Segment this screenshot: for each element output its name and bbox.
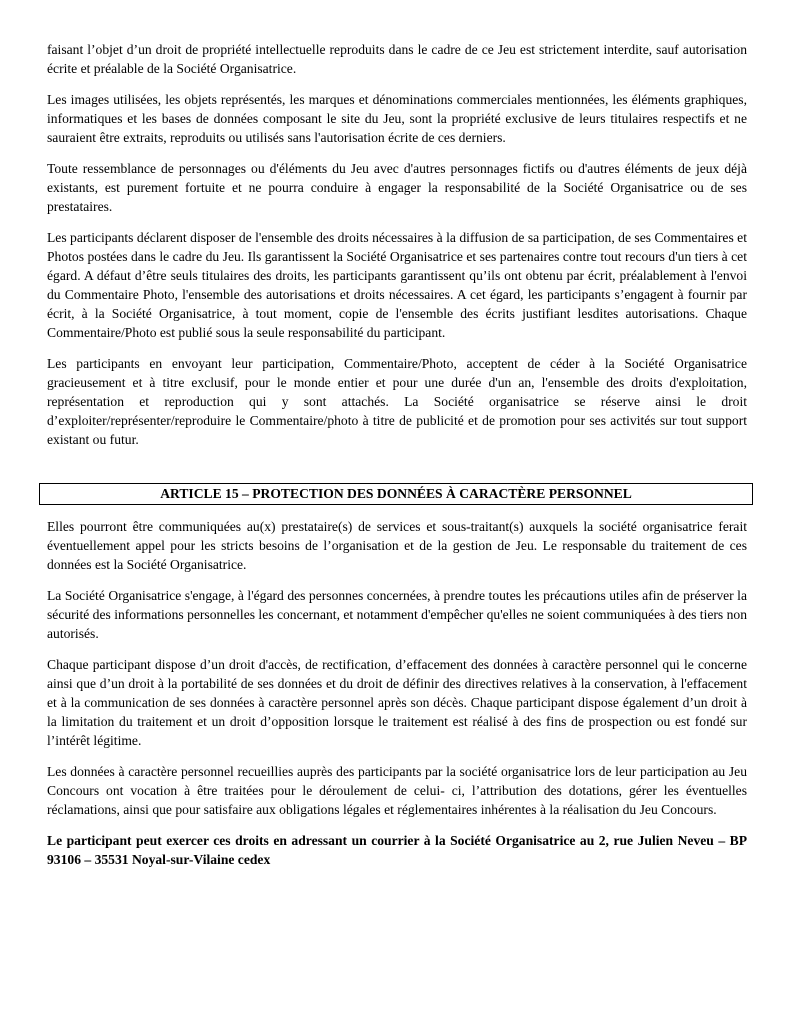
paragraph-data-processing: Les données à caractère personnel recueillies auprès des participants par la société organisatrice lors de leur participation au Jeu Concours ont vocation à être traitées pour le déroulement de celui- ci, l’attribution des dotations, gérer les éventuelles réclamations, ainsi que pour satisfaire aux obligations légales et réglementaires inhérentes à la réalisation du Jeu Concours.	[47, 764, 747, 817]
paragraph-intellectual-property: faisant l’objet d’un droit de propriété intellectuelle reproduits dans le cadre de ce Jeu est strictement interdite, sauf autorisation écrite et préalable de la Société Organisatrice.	[47, 42, 747, 76]
paragraph-contact-address: Le participant peut exercer ces droits en adressant un courrier à la Société Organisatrice au 2, rue Julien Neveu – BP 93106 – 35531 Noyal-sur-Vilaine cedex	[47, 833, 747, 867]
paragraph-participant-rights: Les participants déclarent disposer de l'ensemble des droits nécessaires à la diffusion de sa participation, de ses Commentaires et Photos postées dans le cadre du Jeu. Ils garantissent la Société Organisatrice et ses partenaires contre tout recours d'un tiers à cet égard. A défaut d’être seuls titulaires des droits, les participants garantissent qu’ils ont obtenu par écrit, préalablement à l'envoi du Commentaire Photo, l'ensemble des autorisations et droits nécessaires. A cet égard, les participants s’engagent à fournir par écrit, à la Société Organisatrice, à tout moment, copie de l'ensemble des écrits justifiant lesdites autorisations. Chaque Commentaire/Photo est publié sous la seule responsabilité du participant.	[47, 230, 747, 340]
paragraph-images-ownership: Les images utilisées, les objets représentés, les marques et dénominations commerciales mentionnées, les éléments graphiques, informatiques et les bases de données composant le site du Jeu, sont la propriété exclusive de leurs titulaires respectifs et ne sauraient être extraits, reproduits ou utilisés sans l'autorisation écrite de ces derniers.	[47, 92, 747, 145]
paragraph-resemblance: Toute ressemblance de personnages ou d'éléments du Jeu avec d'autres personnages fictifs ou d'autres éléments de jeux déjà existants, est purement fortuite et ne pourra conduire à engager la responsabilité de la Société Organisatrice ou de ses prestataires.	[47, 161, 747, 214]
paragraph-data-security: La Société Organisatrice s'engage, à l'égard des personnes concernées, à prendre toutes les précautions utiles afin de préserver la sécurité des informations personnelles les concernant, et notamment d'empêcher qu'elles ne soient communiquées à des tiers non autorisés.	[47, 588, 747, 641]
paragraph-rights-transfer: Les participants en envoyant leur participation, Commentaire/Photo, acceptent de céder à la Société Organisatrice gracieusement et à titre exclusif, pour le monde entier et pour une durée d'un an, l'ensemble des droits d'exploitation, représentation et reproduction qui y sont attachés. La Société organisatrice se réserve ainsi le droit d’exploiter/représenter/reproduire le Commentaire/photo à titre de publicité et de promotion pour ses activités sur tout support existant ou futur.	[47, 356, 747, 447]
document-page	[47, 40, 747, 869]
paragraph-data-sharing: Elles pourront être communiquées au(x) prestataire(s) de services et sous-traitant(s) auxquels la société organisatrice ferait éventuellement appel pour les stricts besoins de l’organisation et de la gestion de Jeu. Le responsable du traitement de ces données est la Société Organisatrice.	[47, 519, 747, 572]
paragraph-participant-data-rights: Chaque participant dispose d’un droit d'accès, de rectification, d’effacement des données à caractère personnel qui le concerne ainsi que d’un droit à la portabilité de ses données et du droit de définir des directives relatives à la conservation, à l'effacement et à la communication de ses données à caractère personnel après son décès. Chaque participant dispose également d’un droit à la limitation du traitement et un droit d’opposition lorsque le traitement est réalisé à des fins de prospection ou est fondé sur l’intérêt légitime.	[47, 657, 747, 748]
article-15-heading: ARTICLE 15 – PROTECTION DES DONNÉES À CARACTÈRE PERSONNEL	[39, 483, 753, 505]
